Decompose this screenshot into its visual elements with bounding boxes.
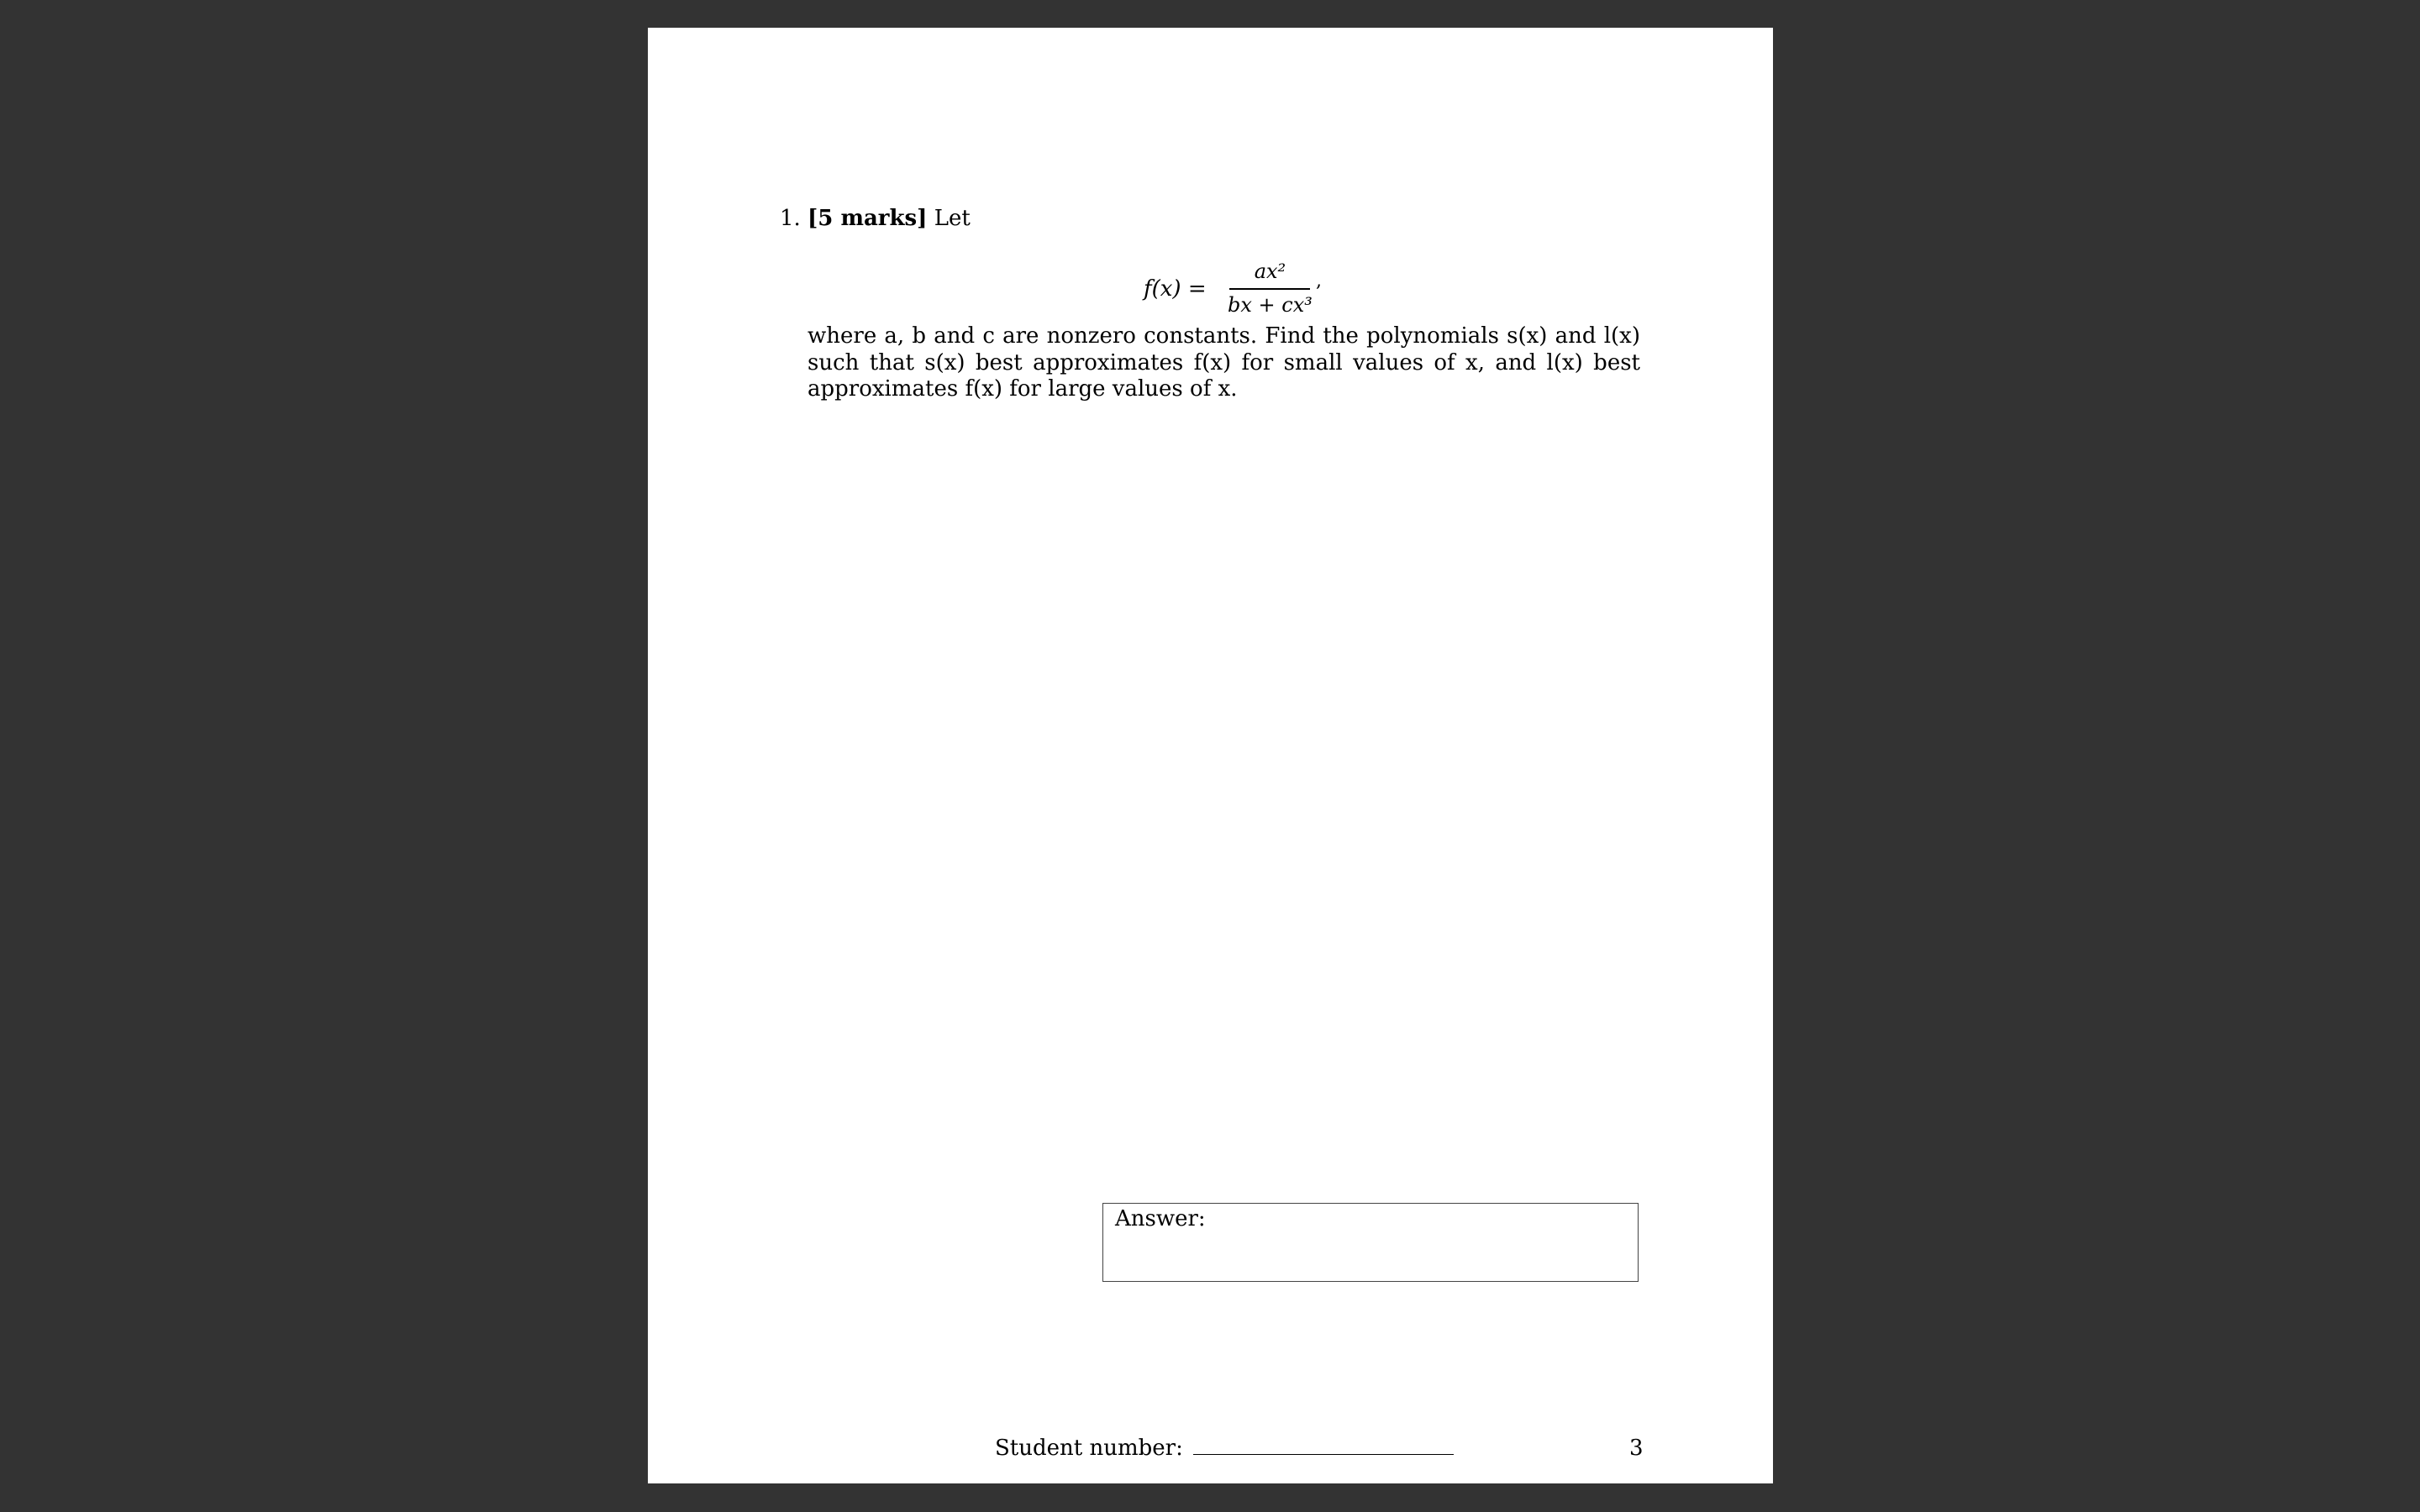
- equation-comma: ,: [1316, 270, 1322, 291]
- answer-box[interactable]: [1102, 1203, 1639, 1282]
- equation-lhs: f(x) =: [1144, 276, 1207, 302]
- equation-denominator: bx + cx³: [1228, 293, 1313, 317]
- question-number: 1.: [780, 206, 801, 231]
- equation-numerator: ax²: [1254, 260, 1286, 283]
- question-intro: Let: [934, 206, 971, 231]
- answer-label: Answer:: [1115, 1206, 1206, 1231]
- page-number: 3: [1629, 1436, 1644, 1461]
- question-body: where a, b and c are nonzero constants. Find the polynomials s(x) and l(x) such that s(x) best approximates f(x) for small values of x, and l(x) best approximates f(x) for large values of x.: [808, 323, 1640, 402]
- exam-page: [648, 28, 1773, 1483]
- question-header: [808, 207, 971, 229]
- student-number-line[interactable]: [1193, 1437, 1454, 1455]
- equation-fraction: [1228, 260, 1313, 317]
- student-number-field: [995, 1436, 1454, 1461]
- question-marks: [5 marks]: [808, 206, 928, 231]
- student-number-label: Student number:: [995, 1436, 1183, 1461]
